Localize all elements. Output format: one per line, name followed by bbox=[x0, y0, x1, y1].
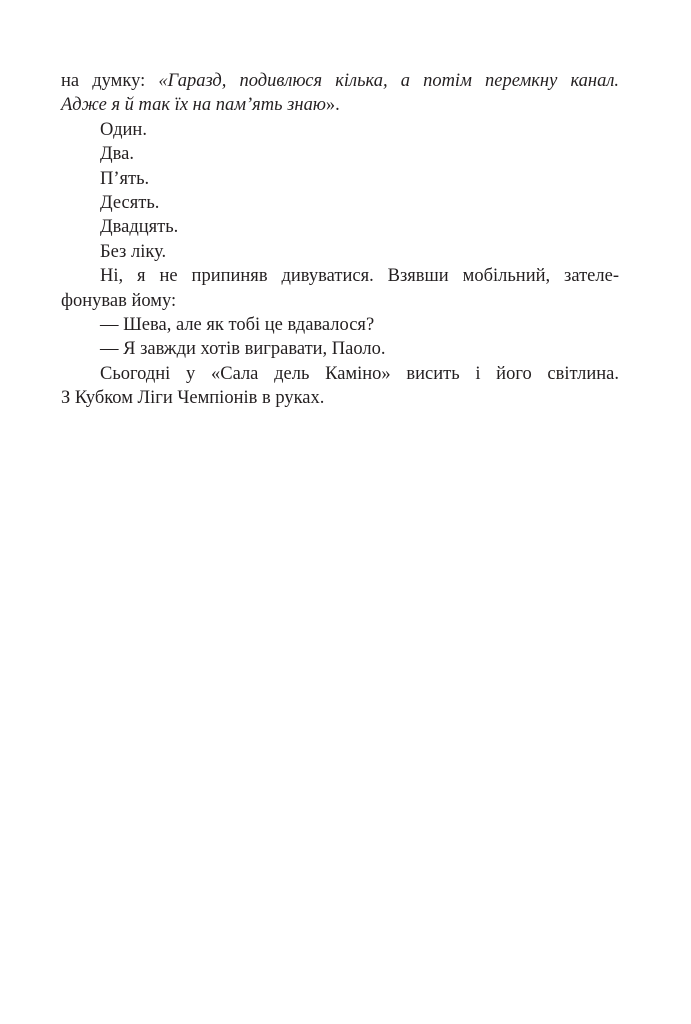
paragraph-line: З Кубком Ліги Чемпіонів в руках. bbox=[61, 388, 325, 409]
dialogue-line: — Шева, але як тобі це вдавалося? bbox=[100, 314, 375, 335]
dialogue-line: — Я завжди хотів вигравати, Паоло. bbox=[100, 339, 386, 360]
paragraph: П’ять. bbox=[100, 168, 150, 189]
book-page bbox=[61, 69, 619, 410]
italic-quote: «Гаразд, подивлюся кілька, а потім перемкну канал. bbox=[158, 71, 620, 91]
paragraph-line: Ні, я не припиняв дивуватися. Взявши мобільний, зателе- bbox=[100, 266, 619, 287]
text-line bbox=[61, 93, 619, 117]
paragraph-line: фонував йому: bbox=[61, 290, 177, 311]
paragraph-line: Сьогодні у «Сала дель Каміно» висить і його світлина. bbox=[100, 363, 619, 384]
italic-quote: Адже я й так їх на пам’ять знаю bbox=[61, 95, 326, 116]
paragraph: Один. bbox=[100, 119, 147, 140]
text-run: ». bbox=[325, 95, 340, 116]
paragraph: Два. bbox=[100, 144, 134, 165]
paragraph: Без ліку. bbox=[100, 241, 167, 262]
paragraph: Десять. bbox=[100, 192, 160, 213]
paragraph: Двадцять. bbox=[100, 217, 179, 238]
text-line bbox=[61, 69, 619, 93]
text-run: на думку: bbox=[61, 71, 159, 91]
